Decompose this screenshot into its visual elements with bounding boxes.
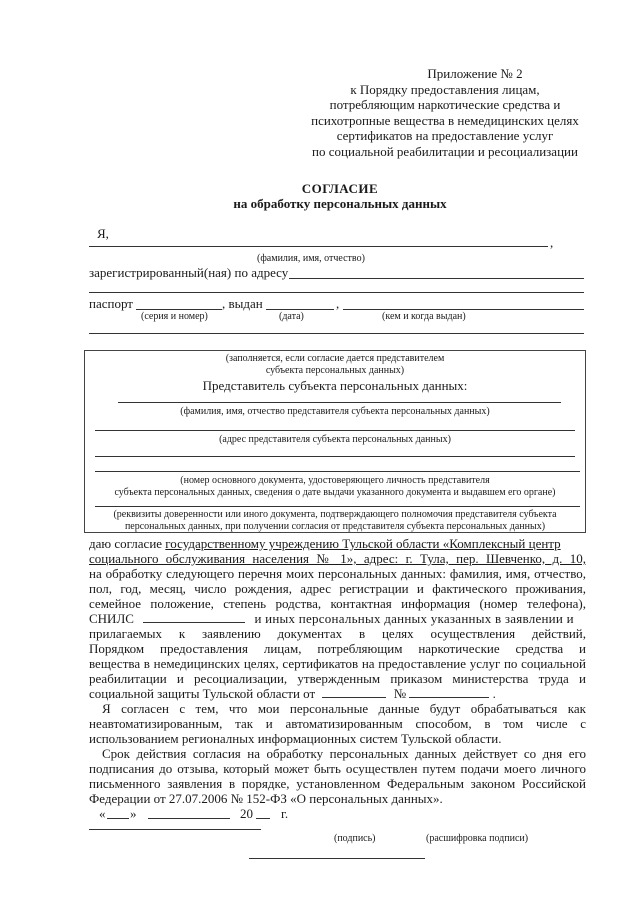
passport-issuer-line[interactable]: [343, 309, 584, 310]
body-line: семейное положение, степень родства, контактная информация (номер телефона),: [89, 596, 586, 611]
body-line: Федерации от 27.07.2006 № 152-ФЗ «О персональных данных».: [89, 791, 443, 806]
issuer-caption: (кем и когда выдан): [382, 311, 466, 322]
signature-left-line[interactable]: [89, 829, 261, 830]
date-century: 20: [240, 806, 253, 821]
annex-line: к Порядку предоставления лицам,: [350, 81, 540, 97]
document-subtitle: на обработку персональных данных: [233, 196, 447, 211]
order-number-field[interactable]: [409, 686, 489, 698]
annex-line: по социальной реабилитации и ресоциализации: [312, 143, 578, 159]
date-day-field[interactable]: [107, 818, 129, 819]
rep-note: субъекта персональных данных): [265, 365, 405, 376]
number-sign: №: [393, 686, 407, 701]
date-year-suffix: г.: [281, 806, 289, 821]
passport-line-2[interactable]: [89, 333, 584, 334]
rep-doc-caption: (номер основного документа, удостоверяющего личность представителя: [180, 475, 490, 486]
comma: ,: [336, 296, 340, 311]
body-line: Я согласен с тем, что мои персональные данные будут обрабатываться как: [102, 701, 586, 716]
address-line[interactable]: [289, 278, 584, 279]
rep-proxy-caption: (реквизиты доверенности или иного документа, подтверждающего полномочия представителя субъекта: [113, 509, 557, 520]
annex-line: потребляющим наркотические средства и: [329, 97, 561, 112]
body-line: Срок действия согласия на обработку персональных данных действует со дня его: [102, 746, 586, 761]
signature-caption: (подпись): [334, 833, 376, 844]
series-caption: (серия и номер): [141, 311, 208, 322]
rep-heading: Представитель субъекта персональных данных:: [202, 378, 468, 393]
annex-line: сертификатов на предоставление услуг: [336, 128, 554, 143]
body-line: Порядком предоставления лицам, потребляющим наркотические средства и: [89, 641, 586, 656]
body-line: подписания до отзыва, который может быть осуществлен путем подачи моего личного: [89, 761, 586, 776]
body-text: даю согласие: [89, 536, 163, 551]
rep-doc-line-2[interactable]: [95, 471, 580, 472]
label-i: Я,: [97, 226, 109, 241]
body-line: пол, год, месяц, число рождения, адрес регистрации и фактического проживания,: [89, 581, 586, 596]
body-line: социального обслуживания населения № 1», адрес: г. Тула, пер. Шевченко, д. 10,: [89, 551, 586, 566]
body-line: прилагаемых к заявлению документах в целях осуществления действий,: [89, 626, 586, 641]
period: .: [492, 686, 496, 701]
rep-doc-line[interactable]: [95, 456, 575, 457]
rep-address-caption: (адрес представителя субъекта персональных данных): [219, 434, 451, 445]
body-text: и иных персональных данных указанных в заявлении и: [254, 611, 574, 626]
rep-address-line[interactable]: [95, 430, 575, 431]
body-line: реабилитации и ресоциализации, утвержденным приказом министерства труда и: [89, 671, 586, 686]
signature-decode-caption: (расшифровка подписи): [426, 833, 529, 844]
label-passport: паспорт: [89, 296, 133, 311]
rep-fio-line[interactable]: [118, 402, 561, 403]
date-open-quote: «: [99, 806, 106, 821]
passport-series-line[interactable]: [136, 309, 222, 310]
fio-line[interactable]: [89, 246, 548, 247]
rep-fio-caption: (фамилия, имя, отчество представителя субъекта персональных данных): [180, 406, 490, 417]
order-date-field[interactable]: [322, 686, 386, 698]
date-year-field[interactable]: [256, 818, 270, 819]
passport-date-line[interactable]: [266, 309, 334, 310]
date-close-quote: »: [130, 806, 137, 821]
label-issued: , выдан: [222, 296, 263, 311]
annex-line: психотропные вещества в немедицинских целях: [311, 112, 579, 128]
address-line-2[interactable]: [89, 292, 584, 293]
snils-label: СНИЛС: [89, 611, 134, 626]
rep-proxy-line[interactable]: [95, 506, 580, 507]
body-line: вещества в немедицинских целях, сертификатов на предоставление услуг по социальной: [89, 656, 586, 671]
body-line: использованием регионалных информационных систем Тульской области.: [89, 731, 502, 746]
rep-note: (заполняется, если согласие дается представителем: [225, 353, 445, 364]
rep-doc-caption: субъекта персональных данных, сведения о дате выдачи указанного документа и выдавшем его органе): [114, 487, 556, 498]
body-text: социальной защиты Тульской области от: [89, 686, 316, 701]
document-title: СОГЛАСИЕ: [301, 181, 379, 196]
fio-caption: (фамилия, имя, отчество): [257, 253, 365, 264]
body-line: [89, 536, 586, 551]
institution-name: государственному учреждению Тульской области «Комплексный центр: [165, 536, 561, 551]
body-line: [89, 686, 586, 701]
comma: ,: [550, 235, 554, 250]
signature-bottom-line[interactable]: [249, 858, 425, 859]
label-registered: зарегистрированный(ная) по адресу: [89, 265, 289, 280]
annex-header: [300, 66, 590, 159]
date-caption: (дата): [279, 311, 304, 322]
body-line: неавтоматизированным, так и автоматизированным способом, в том числе с: [89, 716, 586, 731]
body-line: письменного заявления в порядке, установленном Федеральным законом Российской: [89, 776, 586, 791]
body-line: на обработку следующего перечня моих персональных данных: фамилия, имя, отчество,: [89, 566, 586, 581]
annex-line: Приложение № 2: [427, 66, 523, 81]
rep-proxy-caption: персональных данных, при получении согласия от представителя субъекта персональных данных): [124, 521, 546, 532]
body-line: [89, 611, 586, 626]
date-month-field[interactable]: [148, 818, 230, 819]
snils-field[interactable]: [143, 611, 245, 623]
